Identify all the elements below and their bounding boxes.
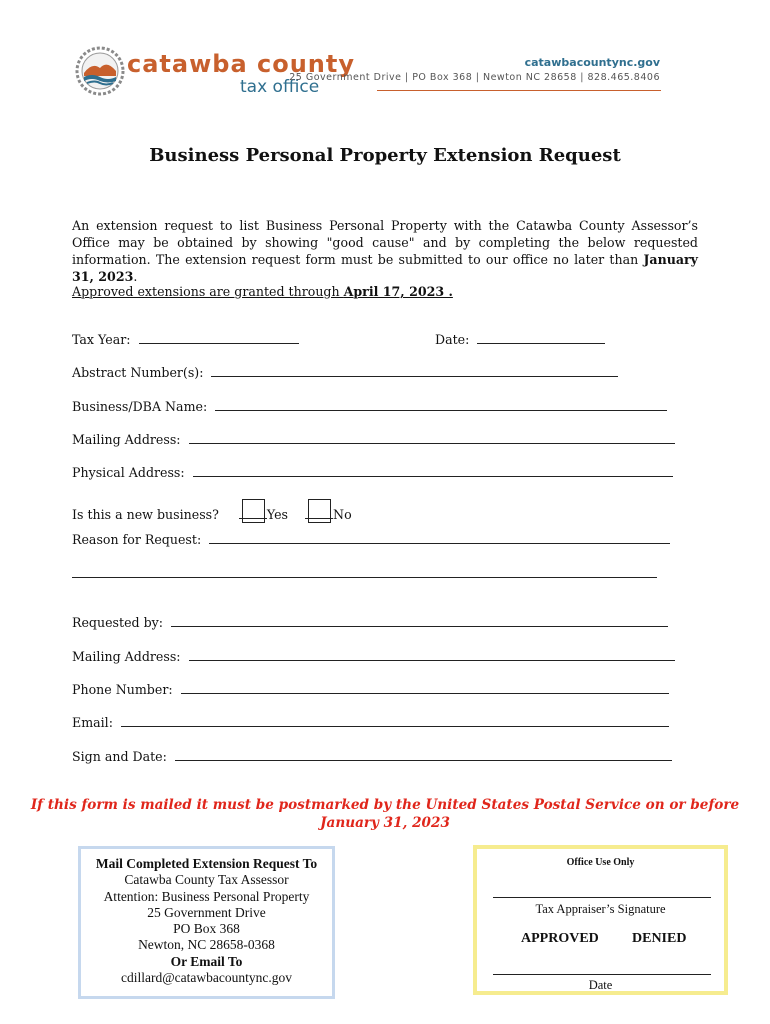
office-use-title: Office Use Only [566,857,635,868]
mail-line-3: 25 Government Drive [147,904,266,920]
office-date-label: Date [588,978,613,992]
appraiser-signature-label: Tax Appraiser’s Signature [535,902,666,916]
date-row [435,332,605,347]
county-seal-icon [75,46,125,96]
office-address: 25 Government Drive | PO Box 368 | Newton NC 28658 | 828.465.8406 [289,72,660,83]
requested-by-label: Requested by: [72,615,164,630]
intro-text: An extension request to list Business Personal Property with the Catawba County Assessor’s Office may be obtained by showing "good cause" and by completing the below requested information. The extension request form must be submitted to our office no later than [72,218,698,267]
requested-by-field[interactable] [171,615,668,627]
email-row [72,715,669,730]
website-link[interactable]: catawbacountync.gov [524,56,660,69]
business-name-label: Business/DBA Name: [72,399,208,414]
appraiser-signature-line[interactable] [493,897,711,898]
mailing-address-label: Mailing Address: [72,432,181,447]
or-email-heading: Or Email To [170,953,243,969]
mailing-address-field[interactable] [189,432,675,444]
reason-row [72,532,670,547]
approved-label: APPROVED [521,931,599,946]
approved-note [72,284,453,299]
abstract-field[interactable] [211,365,618,377]
logo-subtitle: tax office [240,77,320,97]
mail-line-5: Newton, NC 28658-0368 [138,937,275,953]
date-field[interactable] [477,332,605,344]
phone-row [72,682,669,697]
postmark-notice-line1: If this form is mailed it must be postmarked by the United States Postal Service on or before [30,797,740,813]
mail-line-4: PO Box 368 [173,921,240,937]
abstract-label: Abstract Number(s): [72,365,204,380]
mail-line-1: Catawba County Tax Assessor [124,872,289,888]
office-date-line[interactable] [493,974,711,975]
new-business-row [72,499,352,523]
email-label: Email: [72,715,113,730]
header-divider [377,90,661,91]
page-title: Business Personal Property Extension Request [149,145,621,166]
intro-end: . [133,269,138,284]
date-label: Date: [435,332,470,347]
submission-email[interactable]: cdillard@catawbacountync.gov [121,970,292,986]
denied-label: DENIED [632,931,687,946]
phone-label: Phone Number: [72,682,173,697]
mail-heading: Mail Completed Extension Request To [95,856,318,871]
email-field[interactable] [121,715,669,727]
reason-continuation-row [72,566,657,581]
no-underline [305,509,333,519]
physical-address-label: Physical Address: [72,465,185,480]
tax-year-field[interactable] [139,332,299,344]
no-label: No [333,507,352,522]
mailing-address-row [72,432,675,447]
logo-name: catawba county [127,50,355,78]
yes-label: Yes [266,507,289,522]
approved-date: April 17, 2023 . [343,284,453,299]
intro-paragraph [72,217,698,285]
approved-text: Approved extensions are granted through [72,284,344,299]
reason-continuation-field[interactable] [72,566,657,578]
contact-info [289,56,660,83]
physical-address-field[interactable] [193,465,673,477]
mailing-address-2-row [72,649,675,664]
tax-year-row [72,332,299,347]
mail-line-2: Attention: Business Personal Property [103,888,310,904]
requested-by-row [72,615,668,630]
office-use-box [473,845,728,995]
sign-date-label: Sign and Date: [72,749,167,764]
sign-date-field[interactable] [175,749,672,761]
new-business-label: Is this a new business? [72,507,219,522]
physical-address-row [72,465,673,480]
postmark-notice [0,796,770,832]
phone-field[interactable] [181,682,669,694]
mail-instructions-box [78,846,335,999]
sign-date-row [72,749,672,764]
reason-field[interactable] [209,532,670,544]
business-name-row [72,399,667,414]
abstract-row [72,365,618,380]
reason-label: Reason for Request: [72,532,202,547]
intro-deadline: January 31, 2023 [72,252,698,284]
postmark-notice-line2: January 31, 2023 [320,815,450,831]
mailing-address-2-field[interactable] [189,649,675,661]
mailing-address-2-label: Mailing Address: [72,649,181,664]
business-name-field[interactable] [215,399,667,411]
tax-year-label: Tax Year: [72,332,131,347]
yes-underline [239,509,267,519]
